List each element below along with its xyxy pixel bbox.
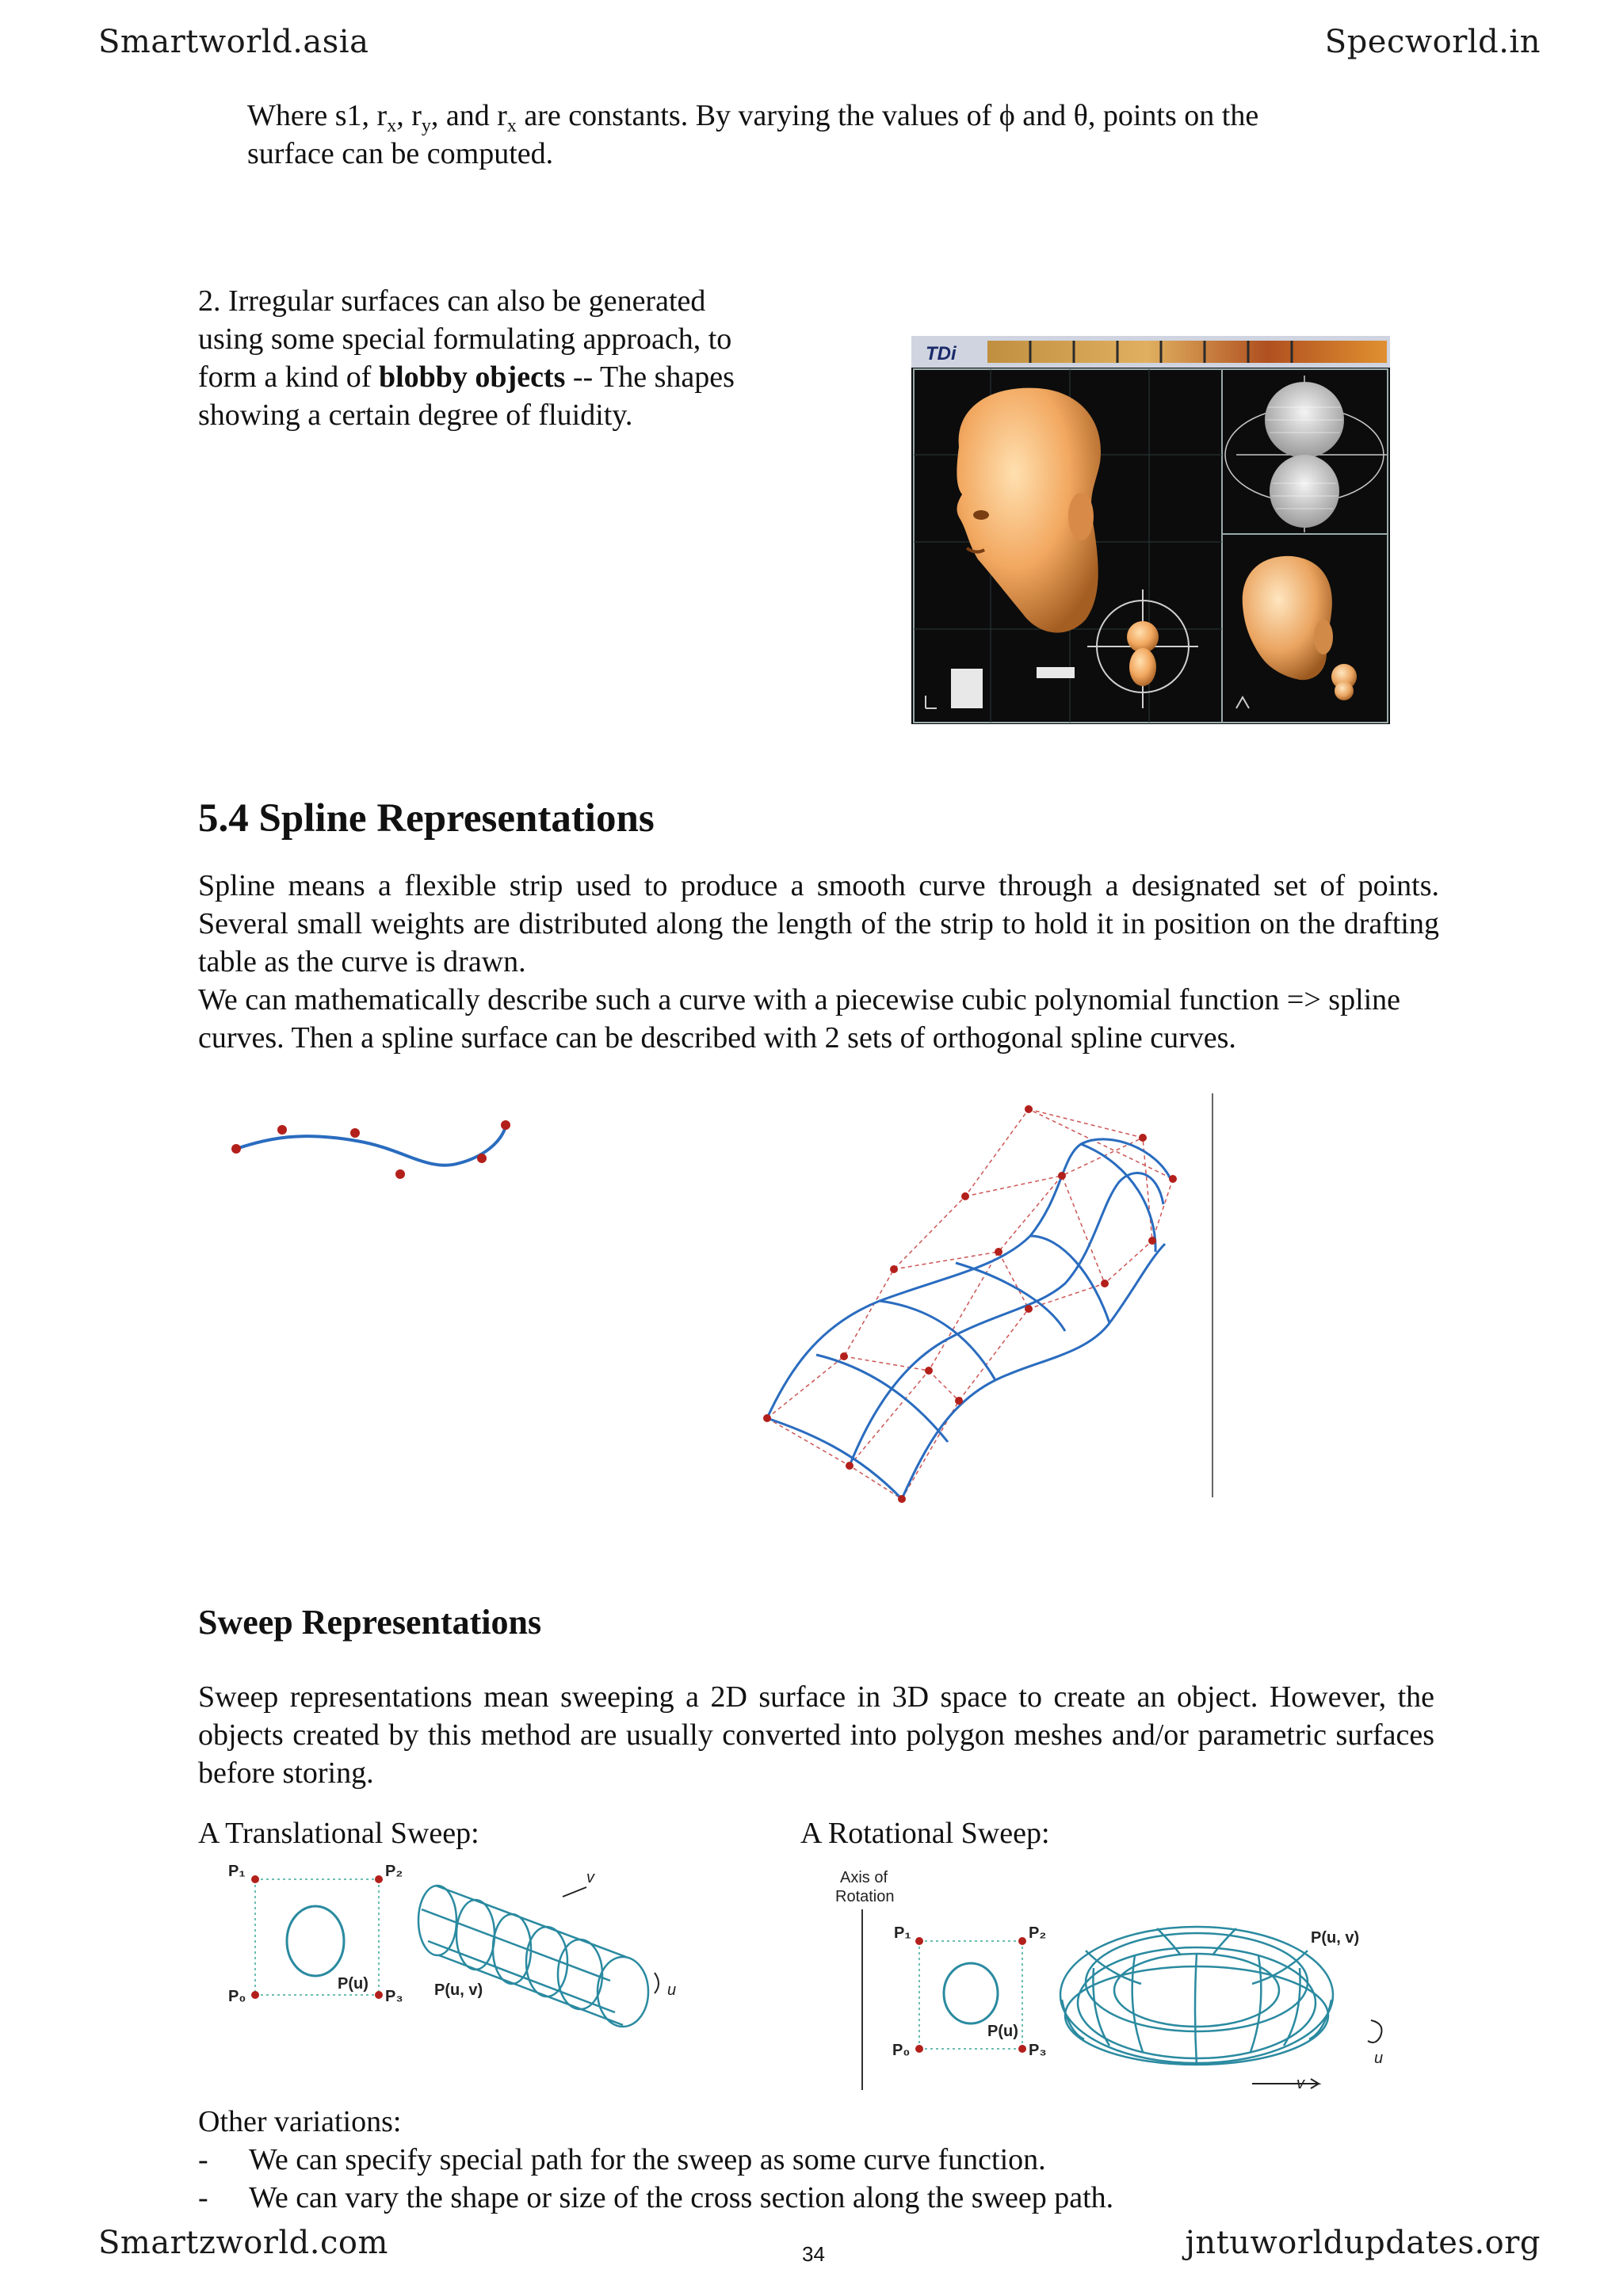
puv-label: P(u, v) bbox=[434, 1981, 483, 1999]
variations-list bbox=[198, 2141, 1434, 2217]
translational-sweep-label: A Translational Sweep: bbox=[198, 1817, 479, 1850]
rot-p0-label: P₀ bbox=[892, 2042, 911, 2059]
rotational-sweep-label: A Rotational Sweep: bbox=[800, 1817, 1050, 1850]
p2-label: P₂ bbox=[385, 1863, 403, 1880]
rot-pu-label: P(u) bbox=[987, 2023, 1018, 2040]
spline-surface-figure bbox=[761, 1093, 1236, 1505]
axis-label-line2: Rotation bbox=[835, 1888, 895, 1905]
page-number: 34 bbox=[802, 2242, 825, 2266]
p0-label: P₀ bbox=[228, 1988, 246, 2005]
header-right-watermark: Specworld.in bbox=[1324, 24, 1541, 60]
rot-p2-label: P₂ bbox=[1029, 1924, 1047, 1942]
u-label: u bbox=[667, 1981, 677, 1999]
sweep-paragraph: Sweep representations mean sweeping a 2D surface in 3D space to create an object. However, the objects created by this method are usually converted into polygon meshes and/or parametric surfaces before storing. bbox=[198, 1680, 1434, 1790]
axis-label-line1: Axis of bbox=[840, 1869, 888, 1886]
blobby-objects-image bbox=[911, 336, 1390, 724]
rot-puv-label: P(u, v) bbox=[1311, 1929, 1360, 1947]
p1-label: P₁ bbox=[228, 1863, 246, 1880]
footer-left-watermark: Smartzworld.com bbox=[98, 2225, 388, 2261]
rot-p1-label: P₁ bbox=[894, 1924, 911, 1942]
rot-p3-label: P₃ bbox=[1029, 2042, 1047, 2059]
translational-sweep-figure bbox=[214, 1862, 689, 2028]
intro-paragraph: Where s1, $r_x$, $r_y$, and $r_x$ are constants. By varying the values of ϕ and θ, points on the surface can be computed. bbox=[247, 99, 1259, 170]
rot-u-label: u bbox=[1374, 2050, 1384, 2067]
pu-label: P(u) bbox=[338, 1975, 369, 1993]
v-label: v bbox=[586, 1869, 594, 1886]
p3-label: P₃ bbox=[385, 1988, 403, 2005]
variations-title: Other variations: bbox=[198, 2105, 402, 2138]
spline-section-heading: 5.4 Spline Representations bbox=[198, 796, 655, 841]
variation-item: - We can specify special path for the sweep as some curve function. bbox=[198, 2143, 1046, 2176]
spline-paragraph-1: Spline means a flexible strip used to produce a smooth curve through a designated set of points. Several small weights are distributed along the length of the strip to hold it in position on the drafting table as the curve is drawn. bbox=[198, 869, 1439, 978]
rot-v-label: v bbox=[1296, 2075, 1304, 2092]
variation-item: - We can vary the shape or size of the cross section along the sweep path. bbox=[198, 2181, 1114, 2214]
blobby-paragraph: 2. Irregular surfaces can also be generated using some special formulating approach, to form a kind of blobby objects -- The shapes showing a certain degree of fluidity. bbox=[198, 284, 735, 432]
sweep-section-heading: Sweep Representations bbox=[198, 1603, 542, 1642]
rotational-sweep-figure bbox=[824, 1865, 1411, 2095]
footer-right-watermark: jntuworldupdates.org bbox=[1185, 2225, 1541, 2261]
header-left-watermark: Smartworld.asia bbox=[98, 24, 369, 60]
spline-curve-figure bbox=[222, 1109, 523, 1196]
spline-paragraph-2: We can mathematically describe such a curve with a piecewise cubic polynomial function => spline curves. Then a spline surface can be described with 2 sets of orthogonal spline curves. bbox=[198, 983, 1401, 1055]
blobby-objects-term: blobby objects bbox=[378, 360, 566, 394]
tdi-logo: TDi bbox=[926, 343, 957, 364]
